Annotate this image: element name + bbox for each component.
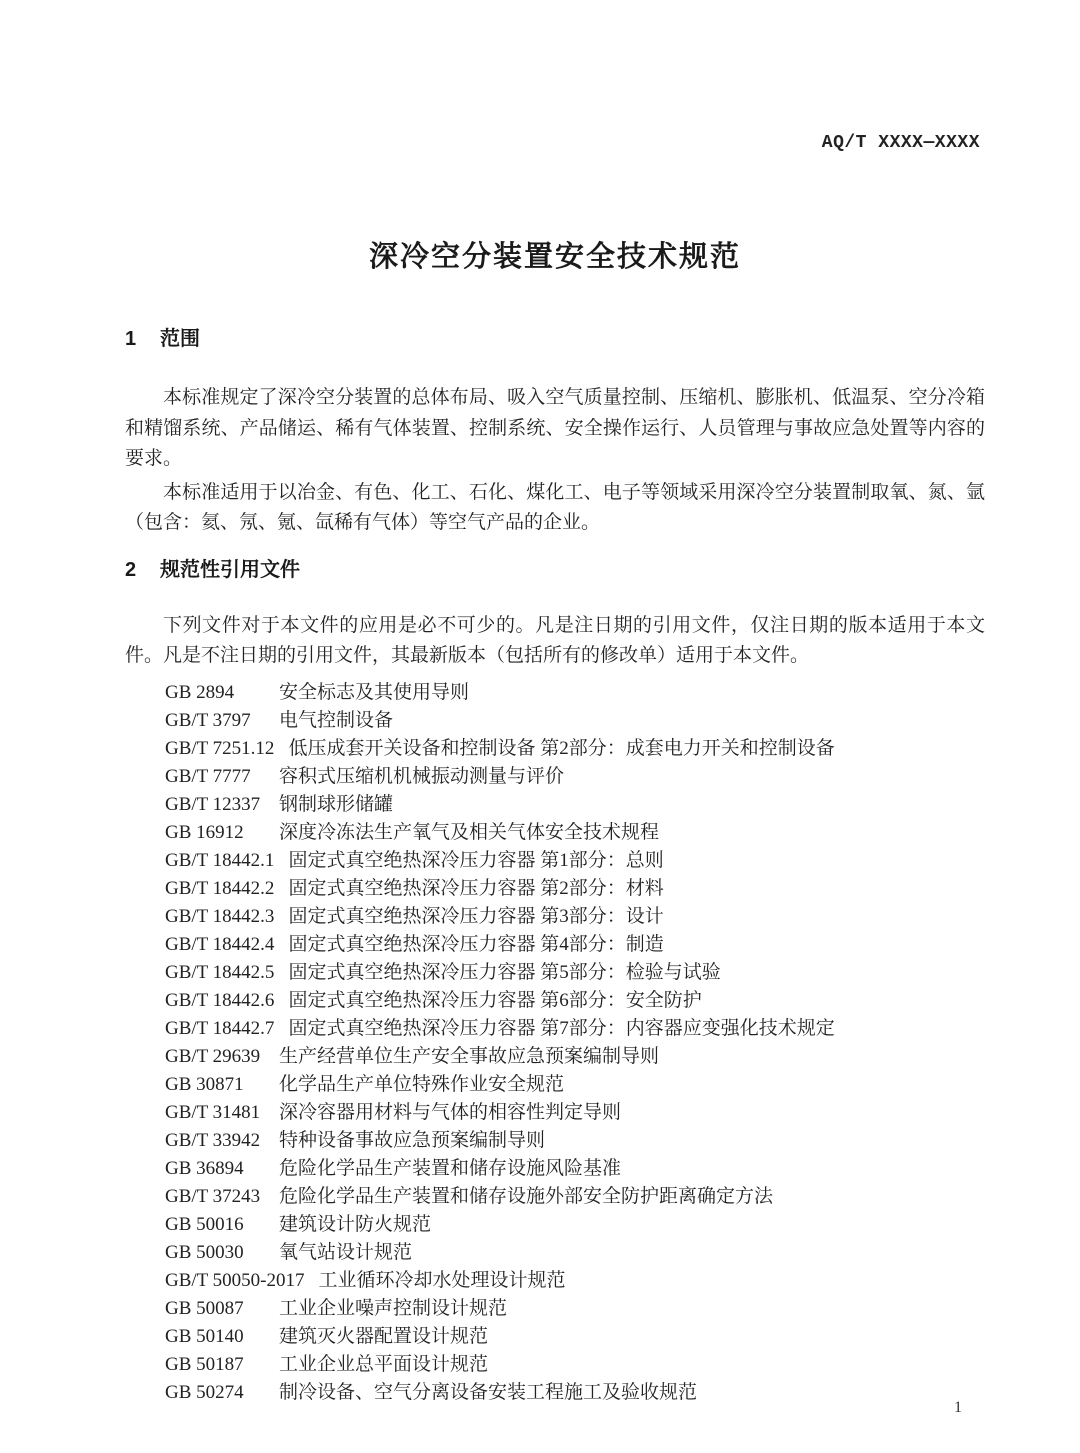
reference-item [165, 875, 985, 903]
reference-code: GB 50087 [165, 1297, 244, 1319]
reference-code: GB/T 29639 [165, 1045, 261, 1067]
reference-item [165, 987, 985, 1015]
reference-title: 电气控制设备 [279, 709, 394, 731]
reference-code: GB 50016 [165, 1213, 244, 1235]
reference-item [165, 1323, 985, 1351]
reference-code: GB/T 7251.12 [165, 737, 275, 759]
reference-title: 固定式真空绝热深冷压力容器 第3部分：设计 [288, 905, 664, 927]
reference-code: GB/T 18442.7 [165, 1017, 275, 1039]
reference-title: 建筑设计防火规范 [279, 1213, 432, 1235]
reference-code: GB 2894 [165, 681, 235, 703]
reference-code: GB/T 18442.3 [165, 905, 275, 927]
reference-title: 制冷设备、空气分离设备安装工程施工及验收规范 [279, 1381, 698, 1403]
section-label: 范围 [160, 328, 200, 350]
reference-title: 危险化学品生产装置和储存设施外部安全防护距离确定方法 [279, 1185, 774, 1207]
reference-title: 特种设备事故应急预案编制导则 [279, 1129, 546, 1151]
reference-item [165, 819, 985, 847]
reference-item [165, 1295, 985, 1323]
reference-code: GB/T 18442.5 [165, 961, 275, 983]
reference-list [125, 679, 985, 1407]
reference-code: GB/T 18442.4 [165, 933, 275, 955]
scope-paragraph-2: 本标准适用于以冶金、有色、化工、石化、煤化工、电子等领域采用深冷空分装置制取氧、氮、氩（包含：氦、氖、氪、氙稀有气体）等空气产品的企业。 [125, 481, 985, 533]
reference-code: GB 36894 [165, 1157, 244, 1179]
reference-code: GB/T 18442.2 [165, 877, 275, 899]
reference-title: 固定式真空绝热深冷压力容器 第4部分：制造 [288, 933, 664, 955]
page-number: 1 [954, 1399, 962, 1416]
reference-item [165, 791, 985, 819]
reference-title: 固定式真空绝热深冷压力容器 第1部分：总则 [288, 849, 664, 871]
reference-code: GB/T 31481 [165, 1101, 261, 1123]
reference-item [165, 1043, 985, 1071]
reference-title: 深冷容器用材料与气体的相容性判定导则 [279, 1101, 622, 1123]
reference-item [165, 1127, 985, 1155]
reference-title: 固定式真空绝热深冷压力容器 第6部分：安全防护 [288, 989, 702, 1011]
reference-code: GB/T 18442.6 [165, 989, 275, 1011]
reference-code: GB/T 3797 [165, 709, 251, 731]
document-body [125, 328, 985, 1407]
reference-title: 工业企业噪声控制设计规范 [279, 1297, 508, 1319]
reference-item [165, 1099, 985, 1127]
reference-title: 工业企业总平面设计规范 [279, 1353, 489, 1375]
reference-code: GB 50187 [165, 1353, 244, 1375]
reference-title: 建筑灭火器配置设计规范 [279, 1325, 489, 1347]
reference-title: 深度冷冻法生产氧气及相关气体安全技术规程 [279, 821, 660, 843]
reference-code: GB/T 50050-2017 [165, 1269, 305, 1291]
reference-code: GB 50030 [165, 1241, 244, 1263]
reference-item [165, 1071, 985, 1099]
reference-title: 固定式真空绝热深冷压力容器 第2部分：材料 [288, 877, 664, 899]
reference-item [165, 1379, 985, 1407]
reference-item [165, 1015, 985, 1043]
reference-item [165, 1183, 985, 1211]
reference-code: GB 16912 [165, 821, 244, 843]
reference-item [165, 931, 985, 959]
references-intro-paragraph: 下列文件对于本文件的应用是必不可少的。凡是注日期的引用文件，仅注日期的版本适用于本文件。凡是不注日期的引用文件，其最新版本（包括所有的修改单）适用于本文件。 [125, 614, 985, 666]
scope-paragraph-1: 本标准规定了深冷空分装置的总体布局、吸入空气质量控制、压缩机、膨胀机、低温泵、空分冷箱和精馏系统、产品储运、稀有气体装置、控制系统、安全操作运行、人员管理与事故应急处置等内容的要求。 [125, 387, 985, 469]
reference-title: 危险化学品生产装置和储存设施风险基准 [279, 1157, 622, 1179]
reference-item [165, 707, 985, 735]
reference-item [165, 903, 985, 931]
reference-item [165, 847, 985, 875]
reference-item [165, 1239, 985, 1267]
reference-item [165, 679, 985, 707]
section-heading-references [125, 559, 985, 581]
standard-code-header: AQ/T XXXX—XXXX [821, 133, 980, 153]
reference-title: 安全标志及其使用导则 [279, 681, 470, 703]
reference-title: 生产经营单位生产安全事故应急预案编制导则 [279, 1045, 660, 1067]
reference-code: GB/T 33942 [165, 1129, 261, 1151]
document-title: 深冷空分装置安全技术规范 [368, 241, 741, 273]
section-label: 规范性引用文件 [160, 558, 300, 581]
reference-title: 固定式真空绝热深冷压力容器 第7部分：内容器应变强化技术规定 [288, 1017, 835, 1039]
reference-code: GB 50274 [165, 1381, 244, 1403]
reference-title: 化学品生产单位特殊作业安全规范 [279, 1073, 565, 1095]
reference-code: GB 30871 [165, 1073, 244, 1095]
reference-code: GB/T 7777 [165, 765, 251, 787]
reference-code: GB/T 37243 [165, 1185, 261, 1207]
reference-title: 氧气站设计规范 [279, 1241, 413, 1263]
reference-item [165, 959, 985, 987]
reference-item [165, 1267, 985, 1295]
reference-title: 固定式真空绝热深冷压力容器 第5部分：检验与试验 [288, 961, 721, 983]
reference-item [165, 1155, 985, 1183]
reference-title: 低压成套开关设备和控制设备 第2部分：成套电力开关和控制设备 [288, 737, 835, 759]
reference-item [165, 763, 985, 791]
reference-title: 钢制球形储罐 [279, 793, 394, 815]
reference-title: 容积式压缩机机械振动测量与评价 [279, 765, 565, 787]
reference-code: GB 50140 [165, 1325, 244, 1347]
reference-code: GB/T 18442.1 [165, 849, 275, 871]
section-number: 2 [125, 558, 137, 581]
section-number: 1 [125, 328, 137, 350]
reference-item [165, 735, 985, 763]
reference-title: 工业循环冷却水处理设计规范 [318, 1269, 566, 1291]
section-heading-scope [125, 328, 985, 350]
reference-item [165, 1351, 985, 1379]
reference-code: GB/T 12337 [165, 793, 261, 815]
reference-item [165, 1211, 985, 1239]
